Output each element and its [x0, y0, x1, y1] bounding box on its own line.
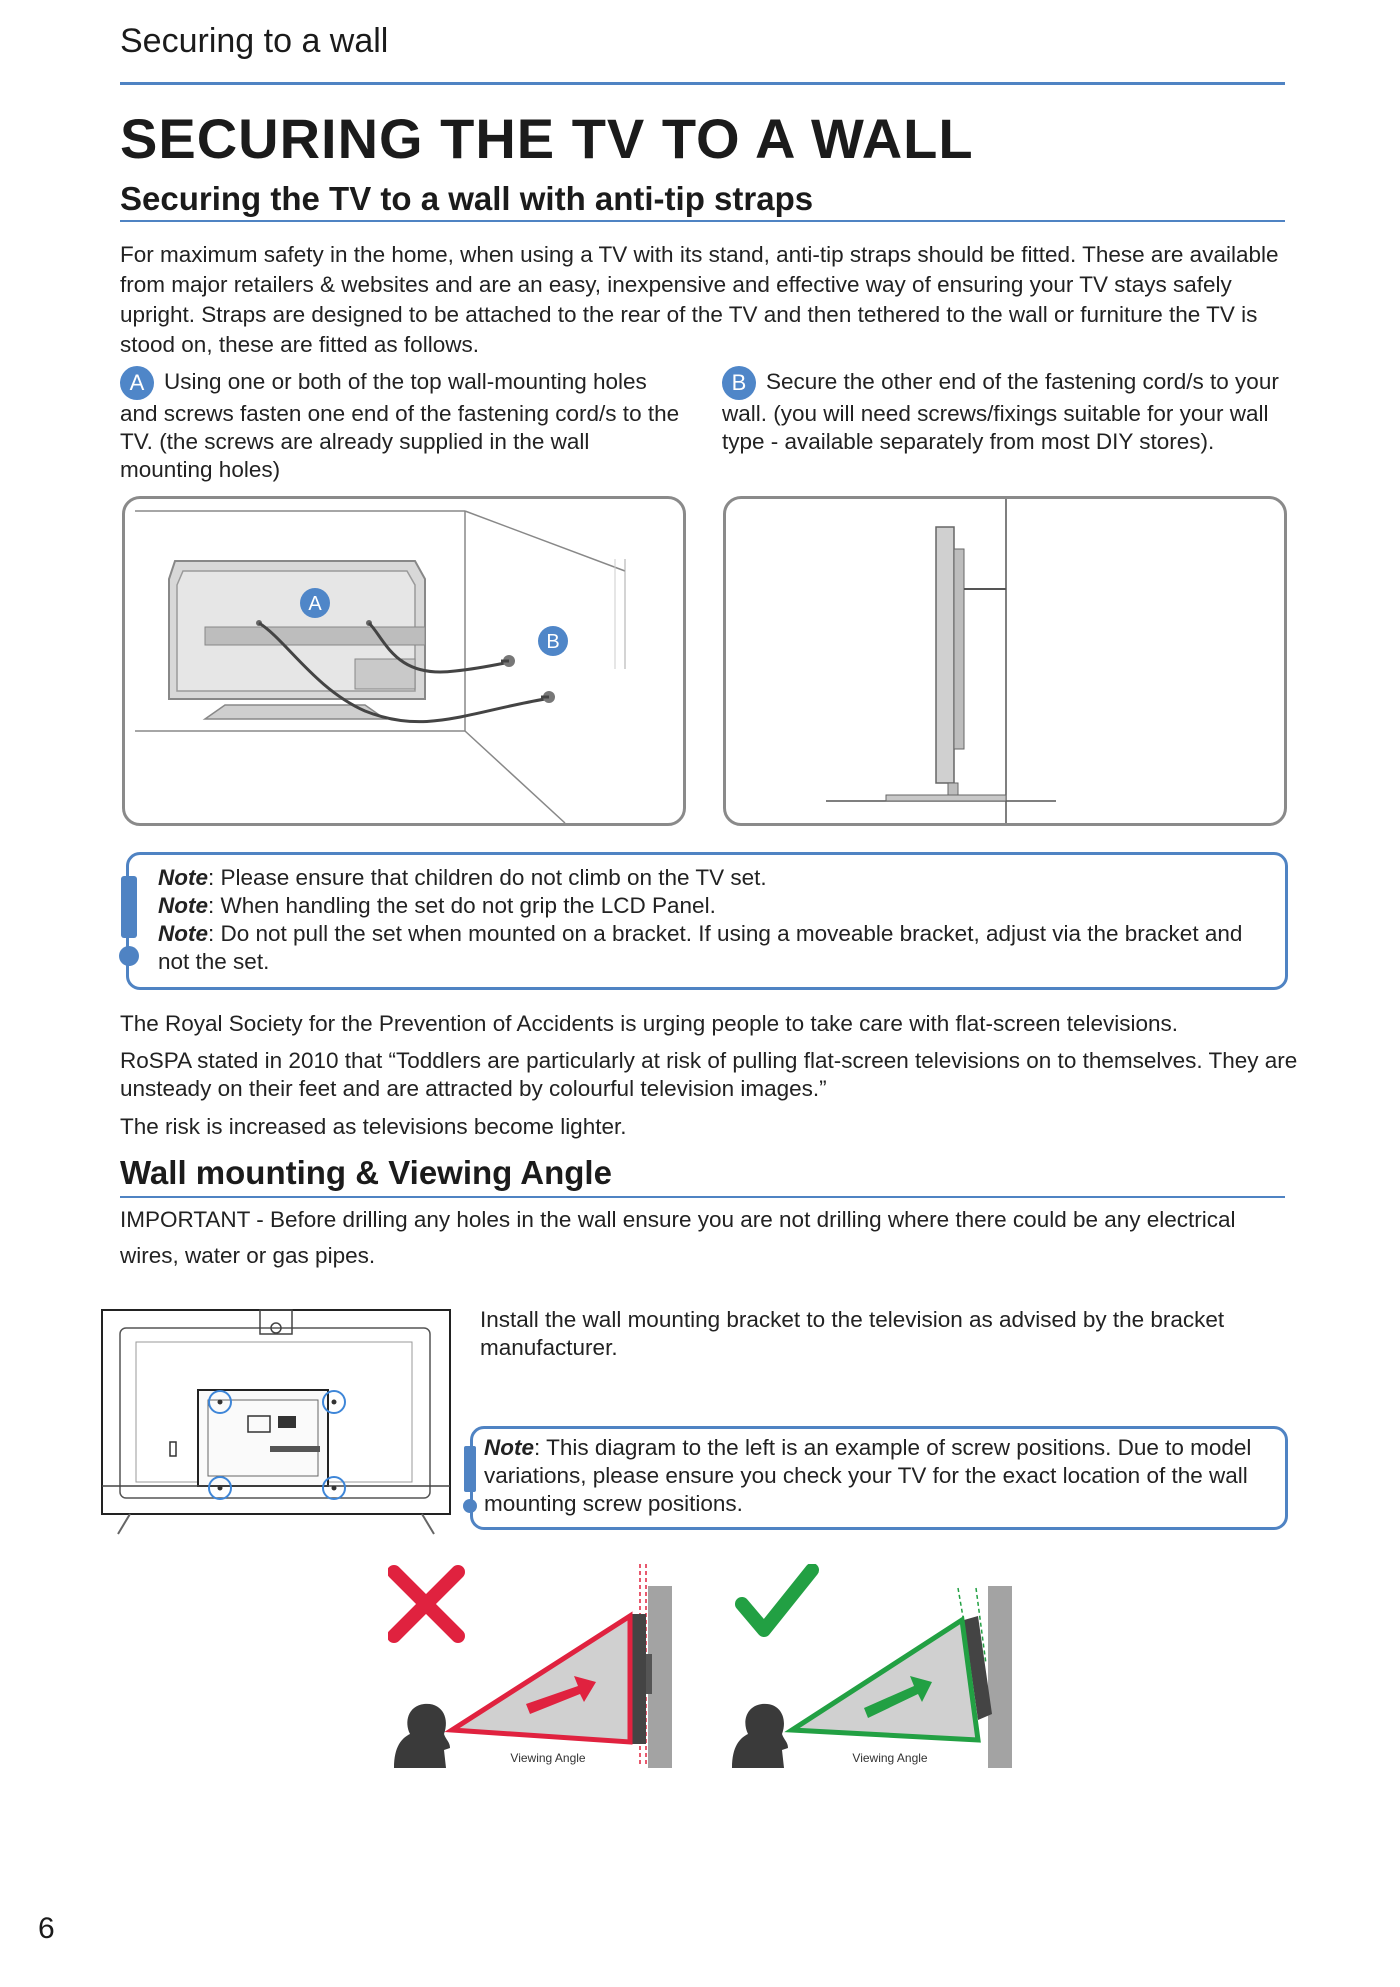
viewing-angle-wrong-diagram — [388, 1564, 678, 1774]
section1-rule — [120, 220, 1285, 222]
step-a-text: Using one or both of the top wall-mounting holes and screws fasten one end of the fastening cord/s to the TV. (the screws are already supplied in the wall mounting holes) — [120, 368, 680, 482]
step-a — [120, 366, 680, 484]
note-3-label: Note — [158, 921, 208, 946]
note-2 — [158, 892, 1268, 920]
viewer-head-icon — [394, 1704, 450, 1768]
step-b-text: Secure the other end of the fastening cord/s to your wall. (you will need screws/fixings suitable for your wall type - available separately from most DIY stores). — [722, 368, 1279, 454]
note-1-text: : Please ensure that children do not climb on the TV set. — [208, 865, 767, 890]
tv-rear-screw-diagram — [100, 1306, 452, 1536]
note-2-label: Note — [158, 893, 208, 918]
viewing-angle-label-wrong: Viewing Angle — [510, 1751, 586, 1765]
exclamation-icon-small — [460, 1444, 480, 1524]
note-1-label: Note — [158, 865, 208, 890]
screw-note — [484, 1434, 1274, 1518]
safety-notes — [158, 864, 1268, 976]
viewer-head-icon — [732, 1704, 788, 1768]
section1-heading: Securing the TV to a wall with anti-tip straps — [120, 180, 814, 217]
note-3 — [158, 920, 1268, 976]
page-title: SECURING THE TV TO A WALL — [120, 107, 974, 170]
important-warning: IMPORTANT - Before drilling any holes in the wall ensure you are not drilling where there could be any electrical wires, water or gas pipes. — [120, 1207, 1236, 1268]
step-b — [722, 366, 1282, 456]
note-1 — [158, 864, 1268, 892]
figure-badge-a: A — [308, 593, 322, 615]
viewing-angle-right-diagram — [728, 1564, 1018, 1774]
screw-note-text: : This diagram to the left is an example of screw positions. Due to model variations, please ensure you check your TV for the exact location of the wall mounting screw positions. — [484, 1435, 1252, 1516]
section1-intro: For maximum safety in the home, when using a TV with its stand, anti-tip straps should be fitted. These are available from major retailers & websites and are an easy, inexpensive and effective way of ensuring your TV stays safely upright. Straps are designed to be attached to the rear of the TV and then tethered to the wall or furniture the TV is stood on, these are fitted as follows. — [120, 242, 1279, 357]
page-number: 6 — [38, 1912, 55, 1945]
rospa-paragraph-1: The Royal Society for the Prevention of Accidents is urging people to take care with flat-screen televisions. — [120, 1011, 1179, 1036]
section2-heading: Wall mounting & Viewing Angle — [120, 1154, 612, 1191]
anti-tip-diagram — [122, 496, 686, 826]
header-rule — [120, 82, 1285, 85]
anti-tip-illustration — [125, 499, 683, 823]
running-title: Securing to a wall — [120, 22, 389, 60]
screw-note-label: Note — [484, 1435, 534, 1460]
side-view-illustration — [726, 499, 1284, 823]
rospa-paragraph-3: The risk is increased as televisions become lighter. — [120, 1114, 627, 1139]
cross-icon — [394, 1572, 458, 1636]
step-b-badge: B — [722, 366, 756, 400]
side-view-diagram — [723, 496, 1287, 826]
install-instruction: Install the wall mounting bracket to the television as advised by the bracket manufacturer. — [480, 1307, 1225, 1360]
section2-rule — [120, 1196, 1285, 1198]
rospa-paragraph-2: RoSPA stated in 2010 that “Toddlers are particularly at risk of pulling flat-screen televisions on to themselves. They are unsteady on their feet and are attracted by colourful television images.” — [120, 1048, 1298, 1101]
check-icon — [742, 1570, 812, 1630]
exclamation-icon — [115, 872, 145, 982]
note-2-text: : When handling the set do not grip the LCD Panel. — [208, 893, 716, 918]
figure-badge-b: B — [546, 631, 560, 653]
note-3-text: : Do not pull the set when mounted on a bracket. If using a moveable bracket, adjust via the bracket and not the set. — [158, 921, 1243, 974]
viewing-angle-label-right: Viewing Angle — [852, 1751, 928, 1765]
step-a-badge: A — [120, 366, 154, 400]
